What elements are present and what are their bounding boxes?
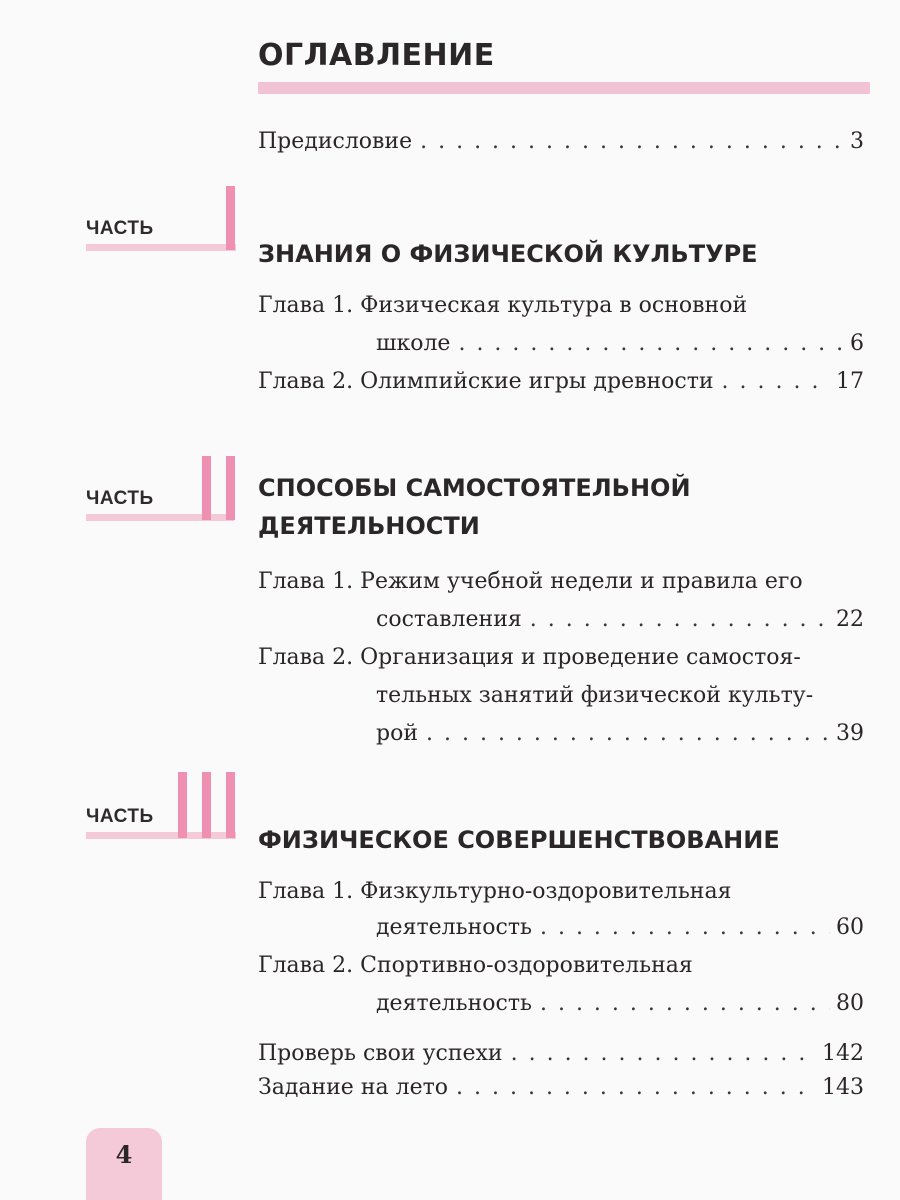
part-numeral-3-bar-1	[178, 772, 187, 838]
leader-dots	[456, 1074, 816, 1102]
entry-label: деятельность	[376, 991, 532, 1016]
entry-page: 22	[836, 607, 864, 632]
entry-page: 60	[836, 915, 864, 940]
part-numeral-2-bar-2	[226, 456, 235, 520]
toc-entry-2-1[interactable]	[376, 606, 864, 634]
entry-page: 143	[822, 1075, 864, 1100]
leader-dots	[530, 606, 830, 634]
leader-dots	[540, 914, 830, 942]
chapter-2-2-line-1[interactable]: Глава 2. Организация и проведение самостоя-	[258, 645, 801, 670]
part-label-1: ЧАСТЬ	[86, 218, 154, 239]
entry-label: Глава 2. Олимпийские игры древности	[258, 369, 714, 394]
part-band-1	[86, 244, 236, 251]
entry-label: деятельность	[376, 915, 532, 940]
toc-entry-check-progress[interactable]	[258, 1040, 864, 1068]
part-numeral-1	[226, 186, 235, 250]
entry-label: Предисловие	[258, 129, 413, 154]
heading-underline	[258, 82, 870, 94]
toc-entry-3-2[interactable]	[376, 990, 864, 1018]
page-number: 4	[115, 1140, 133, 1169]
entry-page: 80	[836, 991, 864, 1016]
entry-page: 142	[822, 1041, 864, 1066]
toc-entry-preface[interactable]	[258, 128, 864, 156]
entry-page: 3	[850, 129, 864, 154]
leader-dots	[420, 128, 844, 156]
entry-page: 39	[836, 721, 864, 746]
toc-entry-1-2[interactable]	[258, 368, 864, 396]
part-numeral-2-bar-1	[202, 456, 211, 520]
part-title-2-line-2: ДЕЯТЕЛЬНОСТИ	[258, 512, 480, 540]
entry-label: рой	[376, 721, 418, 746]
entry-page: 17	[836, 369, 864, 394]
part-label-2: ЧАСТЬ	[86, 488, 154, 509]
entry-label: Проверь свои успехи	[258, 1041, 503, 1066]
toc-entry-summer-task[interactable]	[258, 1074, 864, 1102]
entry-label: школе	[376, 331, 451, 356]
part-numeral-3-bar-3	[226, 772, 235, 838]
leader-dots	[458, 330, 844, 358]
leader-dots	[540, 990, 830, 1018]
entry-page: 6	[850, 331, 864, 356]
leader-dots	[426, 720, 830, 748]
leader-dots	[511, 1040, 816, 1068]
part-label-3: ЧАСТЬ	[86, 806, 154, 827]
chapter-1-1-line-1[interactable]: Глава 1. Физическая культура в основной	[258, 293, 748, 318]
part-band-2	[86, 514, 234, 521]
leader-dots	[722, 368, 830, 396]
chapter-3-2-line-1[interactable]: Глава 2. Спортивно-оздоровительная	[258, 953, 693, 978]
part-title-1: ЗНАНИЯ О ФИЗИЧЕСКОЙ КУЛЬТУРЕ	[258, 240, 758, 268]
chapter-3-1-line-1[interactable]: Глава 1. Физкультурно-оздоровительная	[258, 879, 732, 904]
part-band-3	[86, 832, 236, 839]
entry-label: составления	[376, 607, 522, 632]
toc-entry-2-2[interactable]	[376, 720, 864, 748]
toc-entry-3-1[interactable]	[376, 914, 864, 942]
part-numeral-3-bar-2	[202, 772, 211, 838]
toc-heading: ОГЛАВЛЕНИЕ	[258, 38, 495, 73]
toc-entry-1-1[interactable]	[376, 330, 864, 358]
part-title-2-line-1: СПОСОБЫ САМОСТОЯТЕЛЬНОЙ	[258, 474, 691, 502]
entry-label: Задание на лето	[258, 1075, 449, 1100]
chapter-2-1-line-1[interactable]: Глава 1. Режим учебной недели и правила его	[258, 569, 803, 594]
chapter-2-2-line-2[interactable]: тельных занятий физической культу-	[376, 683, 814, 708]
part-title-3: ФИЗИЧЕСКОЕ СОВЕРШЕНСТВОВАНИЕ	[258, 826, 780, 854]
